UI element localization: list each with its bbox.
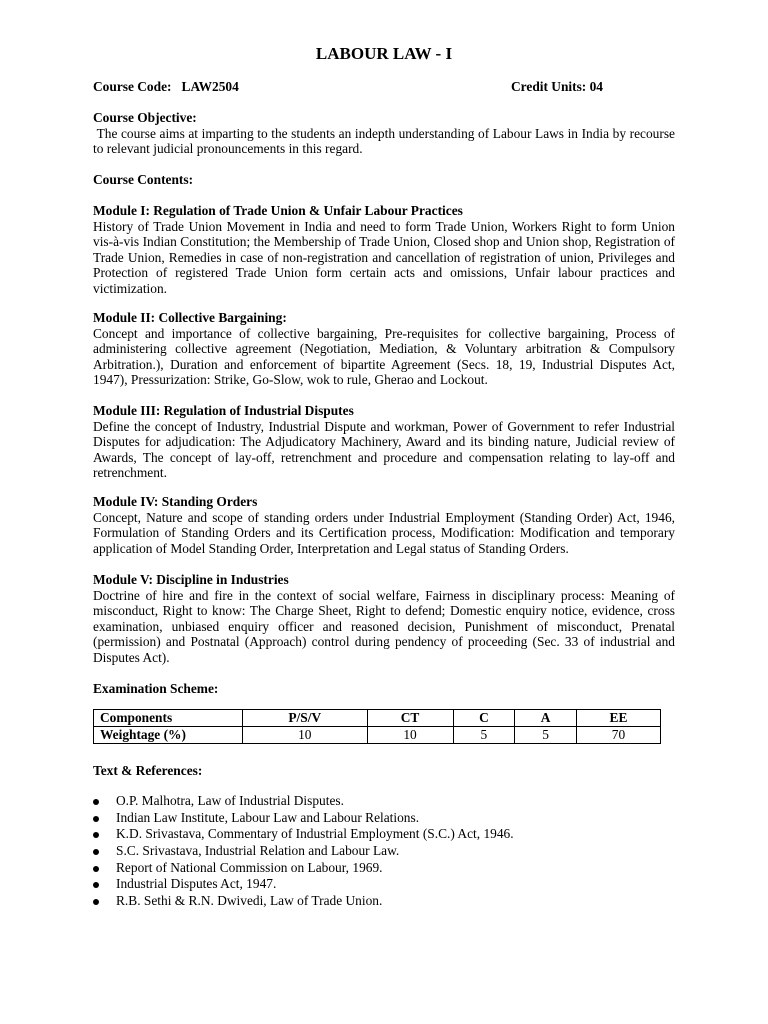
module-text: History of Trade Union Movement in India and need to form Trade Union, Workers Right to form Union vis-à-vis Indian Constitution; the Membership of Trade Union, Closed shop and Union shop, Registration of Trade Union, Remedies in case of non-registration and cancellation of registration of union, Privileges and Protection of registered Trade Union form certain acts and omissions, Unfair labour practices and victimization. — [93, 218, 675, 296]
module-section — [93, 494, 675, 556]
module-text: Doctrine of hire and fire in the context of social welfare, Fairness in disciplinary process: Meaning of misconduct, Right to know: The Charge Sheet, Right to defend; Domestic enquiry notice, evidence, cross examination, unbiased enquiry officer and reasoned decision, Punishment of misconduct, Prenatal (permission) and Postnatal (Approach) control during pendency of proceeding (Sec. 33 of industrial and Disputes Act). — [93, 587, 675, 665]
list-item — [93, 826, 675, 843]
table-cell: Weightage (%) — [94, 727, 243, 744]
list-item — [93, 860, 675, 877]
exam-scheme-heading: Examination Scheme: — [93, 681, 219, 696]
table-cell: 10 — [367, 727, 453, 744]
table-header-cell: Components — [94, 710, 243, 727]
module-heading: Module IV: Standing Orders — [93, 494, 258, 509]
module-section — [93, 310, 675, 388]
table-cell: 10 — [243, 727, 368, 744]
reference-text: Report of National Commission on Labour, 1969. — [116, 859, 383, 875]
course-objective-section — [93, 110, 679, 157]
references-heading: Text & References: — [93, 763, 203, 778]
course-info-row — [93, 79, 675, 95]
reference-text: Industrial Disputes Act, 1947. — [116, 876, 277, 892]
module-section — [93, 572, 675, 665]
page-title: LABOUR LAW - I — [315, 44, 453, 63]
table-header-cell: C — [453, 710, 515, 727]
reference-text: Indian Law Institute, Labour Law and Labour Relations. — [116, 809, 420, 825]
list-item — [93, 793, 675, 810]
table-row — [94, 727, 661, 744]
objective-text: The course aims at imparting to the students an indepth understanding of Labour Laws in India by recourse to relevant judicial pronouncements in this regard. — [93, 125, 679, 156]
module-heading: Module III: Regulation of Industrial Disputes — [93, 403, 354, 418]
table-header-cell: EE — [576, 710, 660, 727]
contents-heading: Course Contents: — [93, 172, 194, 187]
table-cell: 5 — [453, 727, 515, 744]
module-text: Define the concept of Industry, Industrial Dispute and workman, Power of Government to refer Industrial Disputes for adjudication: The Adjudicatory Machinery, Award and its binding nature, Judicial review of Awards, The concept of lay-off, retrenchment and procedure and compensation relating to lay-off and retrenchment. — [93, 418, 675, 480]
list-item — [93, 876, 675, 893]
list-item — [93, 843, 675, 860]
table-header-cell: P/S/V — [243, 710, 368, 727]
module-section — [93, 203, 675, 296]
reference-text: K.D. Srivastava, Commentary of Industrial Employment (S.C.) Act, 1946. — [116, 826, 514, 842]
list-item — [93, 810, 675, 827]
objective-heading: Course Objective: — [93, 110, 197, 125]
module-section — [93, 403, 675, 481]
module-text: Concept, Nature and scope of standing orders under Industrial Employment (Standing Order) Act, 1946, Formulation of Standing Orders and its Certification process, Modification: Modification and temporary application of Model Standing Order, Interpretation and Legal status of Standing Orders. — [93, 509, 675, 556]
table-header-cell: A — [515, 710, 577, 727]
table-cell: 5 — [515, 727, 577, 744]
table-cell: 70 — [576, 727, 660, 744]
module-heading: Module I: Regulation of Trade Union & Unfair Labour Practices — [93, 203, 463, 218]
module-heading: Module V: Discipline in Industries — [93, 572, 289, 587]
course-code: Course Code: LAW2504 — [93, 79, 239, 94]
table-header-row — [94, 710, 661, 727]
list-item — [93, 893, 675, 910]
credit-units: Credit Units: 04 — [511, 79, 603, 94]
reference-text: O.P. Malhotra, Law of Industrial Disputes. — [116, 793, 344, 808]
table-header-cell: CT — [367, 710, 453, 727]
module-heading: Module II: Collective Bargaining: — [93, 310, 287, 325]
exam-scheme-table — [93, 709, 661, 744]
references-list — [93, 793, 675, 910]
reference-text: R.B. Sethi & R.N. Dwivedi, Law of Trade Union. — [116, 893, 383, 909]
reference-text: S.C. Srivastava, Industrial Relation and Labour Law. — [116, 843, 400, 859]
module-text: Concept and importance of collective bargaining, Pre-requisites for collective bargaining, Process of administering collective agreement (Negotiation, Mediation, & Voluntary arbitration & Compulsory Arbitration.), Duration and enforcement of bipartite Agreement (Secs. 18, 19, Industrial Disputes Act, 1947), Pressurization: Strike, Go-Slow, wok to rule, Gherao and Lockout. — [93, 325, 675, 387]
